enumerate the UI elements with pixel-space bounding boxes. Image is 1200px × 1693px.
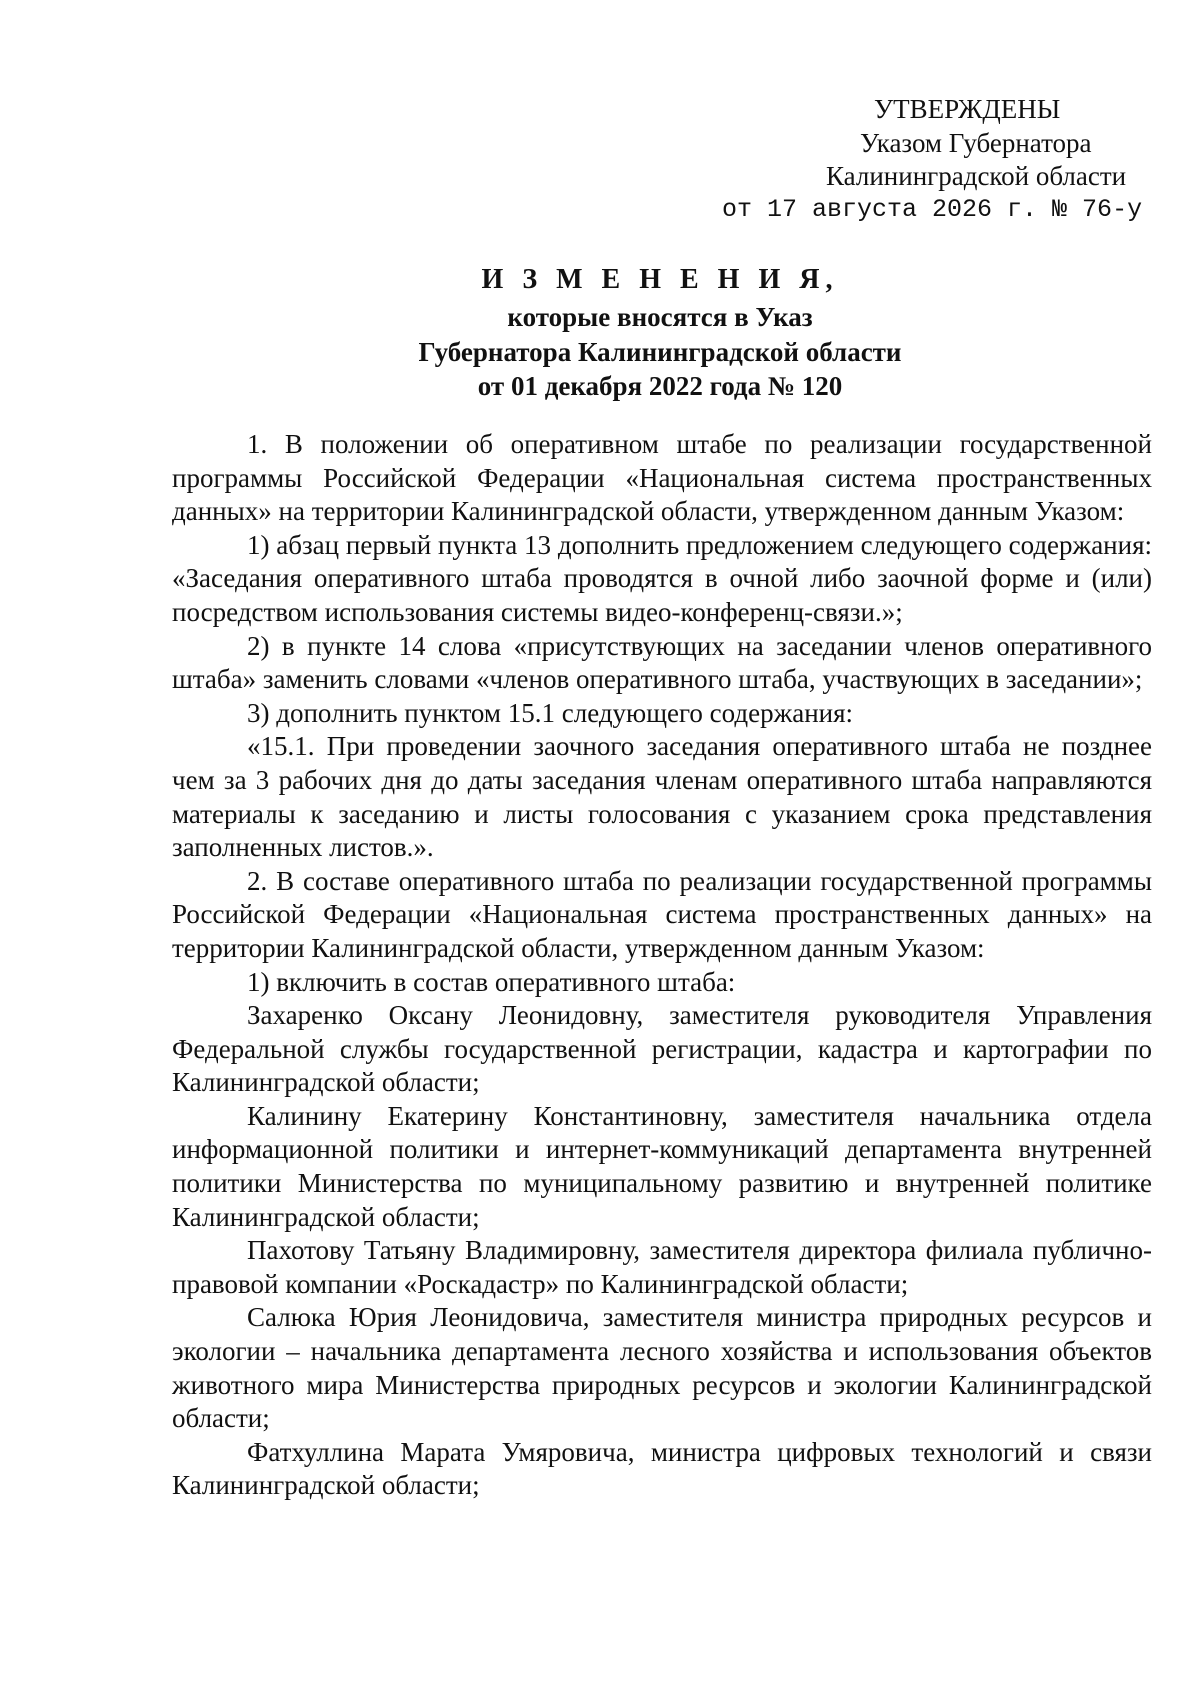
document-title: И З М Е Н Е Н И Я, — [481, 264, 839, 295]
paragraph-item-1-2: 2) в пункте 14 слова «присутствующих на заседании членов оперативного штаба» заменить словами «членов оперативного штаба, участвующих в заседании»; — [172, 630, 1152, 695]
paragraph-item-1-1: 1) абзац первый пункта 13 дополнить предложением следующего содержания: «Заседания оперативного штаба проводятся в очной либо заочной форме и (или) посредством использования системы видео-конференц-связи.»; — [172, 529, 1152, 627]
paragraph-section-2: 2. В составе оперативного штаба по реализации государственной программы Российской Федерации «Национальная система пространственных данных» на территории Калининградской области, утвержденном данным Указом: — [172, 865, 1152, 963]
document-subtitle-3: от 01 декабря 2022 года № 120 — [477, 371, 843, 401]
document-body — [172, 428, 1152, 1503]
paragraph-member-zakharenko: Захаренко Оксану Леонидовну, заместителя руководителя Управления Федеральной службы государственной регистрации, кадастра и картографии по Калининградской области; — [172, 1000, 1152, 1098]
approval-region-line: Калининградской области — [826, 161, 1127, 191]
paragraph-item-2-1: 1) включить в состав оперативного штаба: — [247, 966, 736, 997]
paragraph-member-pakhotova: Пахотову Татьяну Владимировну, заместителя директора филиала публично-правовой компании «Роскадастр» по Калининградской области; — [172, 1235, 1152, 1299]
paragraph-member-salyuk: Салюка Юрия Леонидовича, заместителя министра природных ресурсов и экологии – начальника департамента лесного хозяйства и использования объектов животного мира Министерства природных ресурсов и экологии Калининградской области; — [172, 1302, 1152, 1434]
paragraph-member-kalinina: Калинину Екатерину Константиновну, заместителя начальника отдела информационной политики и интернет-коммуникаций департамента внутренней политики Министерства по муниципальному развитию и внутренней политике Калининградской области; — [172, 1100, 1152, 1232]
paragraph-member-fatkhullin: Фатхуллина Марата Умяровича, министра цифровых технологий и связи Калининградской области; — [172, 1436, 1152, 1501]
document-subtitle-2: Губернатора Калининградской области — [418, 337, 902, 367]
approval-date-number: от 17 августа 2026 г. № 76-у — [722, 195, 1143, 224]
approval-heading: УТВЕРЖДЕНЫ — [874, 94, 1061, 124]
paragraph-item-1-3: 3) дополнить пунктом 15.1 следующего содержания: — [247, 697, 854, 728]
approval-decree-line: Указом Губернатора — [860, 128, 1092, 158]
paragraph-item-15-1: «15.1. При проведении заочного заседания оперативного штаба не позднее чем за 3 рабочих дня до даты заседания членам оперативного штаба направляются материалы к заседанию и листы голосования с указанием срока представления заполненных листов.». — [172, 731, 1152, 863]
paragraph-section-1: 1. В положении об оперативном штабе по реализации государственной программы Российской Федерации «Национальная система пространственных данных» на территории Калининградской области, утвержденном данным Указом: — [172, 429, 1152, 527]
document-subtitle-1: которые вносятся в Указ — [507, 302, 813, 332]
